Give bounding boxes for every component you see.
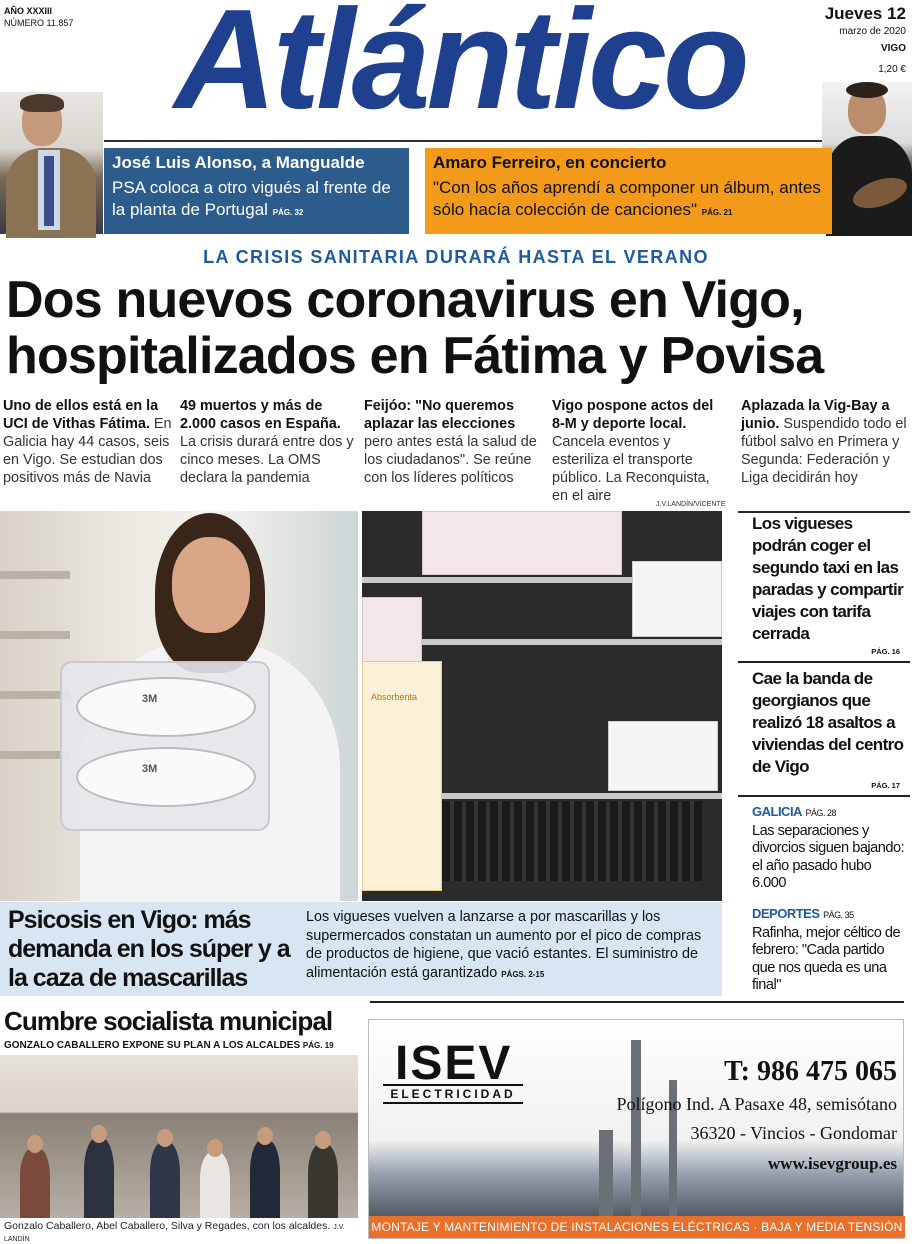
teaser-headline: José Luis Alonso, a Mangualde xyxy=(112,153,365,172)
story-page-ref: PÁG. 17 xyxy=(871,781,900,790)
photo-head xyxy=(27,1135,43,1153)
ad-logo: ISEV xyxy=(395,1037,513,1090)
summit-photo[interactable] xyxy=(0,1055,358,1218)
summary-text: Cancela eventos y esteriliza el transporte público. La Reconquista, en el aire xyxy=(552,434,710,504)
teaser-alonso[interactable] xyxy=(104,148,409,234)
mask-package xyxy=(60,661,270,831)
issue-date-block xyxy=(825,4,906,75)
summary-item[interactable] xyxy=(180,397,356,487)
section-label: GALICIA xyxy=(752,804,802,819)
photo-head xyxy=(315,1131,331,1149)
summary-text: Suspendido todo el fútbol salvo en Primera y Segunda: Federación y Liga decidirán hoy xyxy=(741,416,907,486)
photo-head xyxy=(91,1125,107,1143)
newspaper-logo[interactable]: Atlántico xyxy=(174,0,746,139)
summit-headline[interactable]: Cumbre socialista municipal xyxy=(4,1006,333,1036)
summit-caption-text: Gonzalo Caballero, Abel Caballero, Silva y Regades, con los alcaldes. xyxy=(4,1220,331,1232)
galicia-brief[interactable] xyxy=(752,803,908,893)
photo-head xyxy=(257,1127,273,1145)
summary-text: En Galicia hay 44 casos, seis en Vigo. Se estudian dos positivos más de Navia xyxy=(3,416,172,486)
mask-brand: 3M xyxy=(142,693,158,705)
photo-person xyxy=(84,1138,114,1218)
empty-shelf xyxy=(442,801,702,881)
teaser-text: "Con los años aprendí a componer un álbum, antes sólo hacía colección de canciones" xyxy=(433,178,821,219)
section-label: DEPORTES xyxy=(752,906,820,921)
issue-number: NÚMERO 11.857 xyxy=(4,18,74,28)
product-pack xyxy=(362,661,442,891)
lead-photo[interactable] xyxy=(0,511,722,901)
edition-city: VIGO xyxy=(880,43,906,54)
mask-icon xyxy=(76,747,256,807)
masthead-divider xyxy=(104,140,822,142)
summit-caption xyxy=(4,1220,360,1244)
photo-head xyxy=(207,1139,223,1157)
ad-divider xyxy=(370,1001,904,1003)
column-divider xyxy=(738,795,910,797)
feature-body: Los vigueses vuelven a lanzarse a por mascarillas y los supermercados constatan un aumento por el pico de compras de productos de higiene, que vació estantes. El suministro de alimentación está garantizado xyxy=(306,909,702,981)
story-page-ref: PÁG. 16 xyxy=(871,647,900,656)
ad-footer: MONTAJE Y MANTENIMIENTO DE INSTALACIONES ELÉCTRICAS · BAJA Y MEDIA TENSIÓN xyxy=(369,1216,905,1238)
issue-year: AÑO XXXIII xyxy=(4,6,53,16)
teaser-headline: Amaro Ferreiro, en concierto xyxy=(433,153,667,172)
feature-title: Psicosis en Vigo: más demanda en los súper y a la caza de mascarillas xyxy=(8,906,290,992)
empty-shelves-photo xyxy=(362,511,722,901)
issue-date: marzo de 2020 xyxy=(839,26,906,37)
product-pack xyxy=(422,511,622,575)
summit-page-ref: PÁG. 19 xyxy=(302,1041,334,1050)
ad-phone: T: 986 475 065 xyxy=(724,1056,897,1087)
feature-box[interactable] xyxy=(0,902,722,996)
section-page-ref: PÁG. 28 xyxy=(805,808,837,818)
teaser-photo-ferreiro[interactable] xyxy=(822,82,912,234)
brief-text: Las separaciones y divorcios siguen bajando: el año pasado hubo 6.000 xyxy=(752,822,905,891)
summary-lead: Vigo pospone actos del 8-M y deporte local. xyxy=(552,398,714,432)
pharmacy-photo xyxy=(0,511,358,901)
feature-text xyxy=(306,908,718,984)
mask-icon xyxy=(76,677,256,737)
ad-website[interactable]: www.isevgroup.es xyxy=(767,1154,897,1173)
georgian-gang-story[interactable]: Cae la banda de georgianos que realizó 18 asaltos a viviendas del centro de Vigo xyxy=(752,669,904,776)
tower-icon xyxy=(599,1130,613,1220)
summary-item[interactable] xyxy=(364,397,540,487)
teaser-text: PSA coloca a otro vigués al frente de la planta de Portugal xyxy=(112,178,391,219)
column-divider xyxy=(738,661,910,663)
ad-city: 36320 - Vincios - Gondomar xyxy=(690,1123,897,1143)
summary-item[interactable] xyxy=(741,397,909,487)
summary-text: La crisis durará entre dos y cinco meses. La OMS declara la pandemia xyxy=(180,434,354,486)
teaser-page-ref: PÁG. 32 xyxy=(272,208,304,217)
teaser-subhead xyxy=(433,177,824,224)
feature-page-ref: PÁGS. 2-15 xyxy=(501,969,545,979)
photo-credit: J.V.LANDÍN/VICENTE xyxy=(656,501,726,508)
isev-advert[interactable] xyxy=(368,1019,904,1239)
deportes-brief[interactable] xyxy=(752,905,908,995)
photo-person xyxy=(150,1142,180,1218)
ad-logo-sub: ELECTRICIDAD xyxy=(383,1084,523,1104)
summary-lead: 49 muertos y más de 2.000 casos en España. xyxy=(180,398,341,432)
summary-lead: Aplazada la Vig-Bay a junio. xyxy=(741,398,890,432)
summary-item[interactable] xyxy=(552,397,728,505)
teaser-subhead xyxy=(112,177,401,224)
summary-lead: Uno de ellos está en la UCI de Vithas Fátima. xyxy=(3,398,159,432)
photo-shelf xyxy=(0,631,70,639)
mask-brand: 3M xyxy=(142,763,158,775)
summary-item[interactable] xyxy=(3,397,179,487)
photo-tie xyxy=(44,156,54,226)
summit-subhead-text: GONZALO CABALLERO EXPONE SU PLAN A LOS ALCALDES xyxy=(4,1040,301,1051)
photo-person xyxy=(250,1140,280,1218)
teaser-page-ref: PÁG. 21 xyxy=(701,208,733,217)
product-label: Absorbenta xyxy=(371,692,418,702)
photo-hair xyxy=(846,82,888,98)
masthead xyxy=(0,0,912,140)
product-pack xyxy=(632,561,722,637)
issue-price: 1,20 € xyxy=(878,64,906,75)
summit-photo-credit: J.V. LANDÍN xyxy=(4,1224,345,1243)
ad-contact xyxy=(617,1056,898,1174)
photo-person xyxy=(308,1144,338,1218)
lead-summaries xyxy=(0,397,912,504)
taxi-story[interactable]: Los vigueses podrán coger el segundo taxi en las paradas y compartir viajes con tarifa cerrada xyxy=(752,514,904,643)
photo-person xyxy=(200,1152,230,1218)
product-pack xyxy=(608,721,718,791)
photo-head xyxy=(157,1129,173,1147)
lead-headline[interactable]: Dos nuevos coronavirus en Vigo, hospitalizados en Fátima y Povisa xyxy=(6,271,824,385)
brief-text: Rafinha, mejor céltico de febrero: "Cada partido que nos queda es una final" xyxy=(752,924,901,993)
photo-shelf xyxy=(0,571,70,579)
teaser-ferreiro[interactable] xyxy=(425,148,832,234)
teaser-photo-alonso[interactable] xyxy=(0,92,103,234)
section-page-ref: PÁG. 35 xyxy=(823,910,854,920)
summit-subhead xyxy=(4,1040,364,1051)
lead-kicker: LA CRISIS SANITARIA DURARÁ HASTA EL VERANO xyxy=(203,247,709,267)
photo-hair xyxy=(20,94,64,112)
issue-day: Jueves 12 xyxy=(824,4,906,23)
summary-lead: Feijóo: "No queremos aplazar las elecciones xyxy=(364,398,516,432)
summary-text: pero antes está la salud de los ciudadanos". Se reúne con los líderes políticos xyxy=(364,434,537,486)
photo-face xyxy=(172,537,250,633)
issue-info xyxy=(4,5,73,29)
photo-person xyxy=(20,1148,50,1218)
ad-address: Polígono Ind. A Pasaxe 48, semisótano xyxy=(616,1094,897,1114)
